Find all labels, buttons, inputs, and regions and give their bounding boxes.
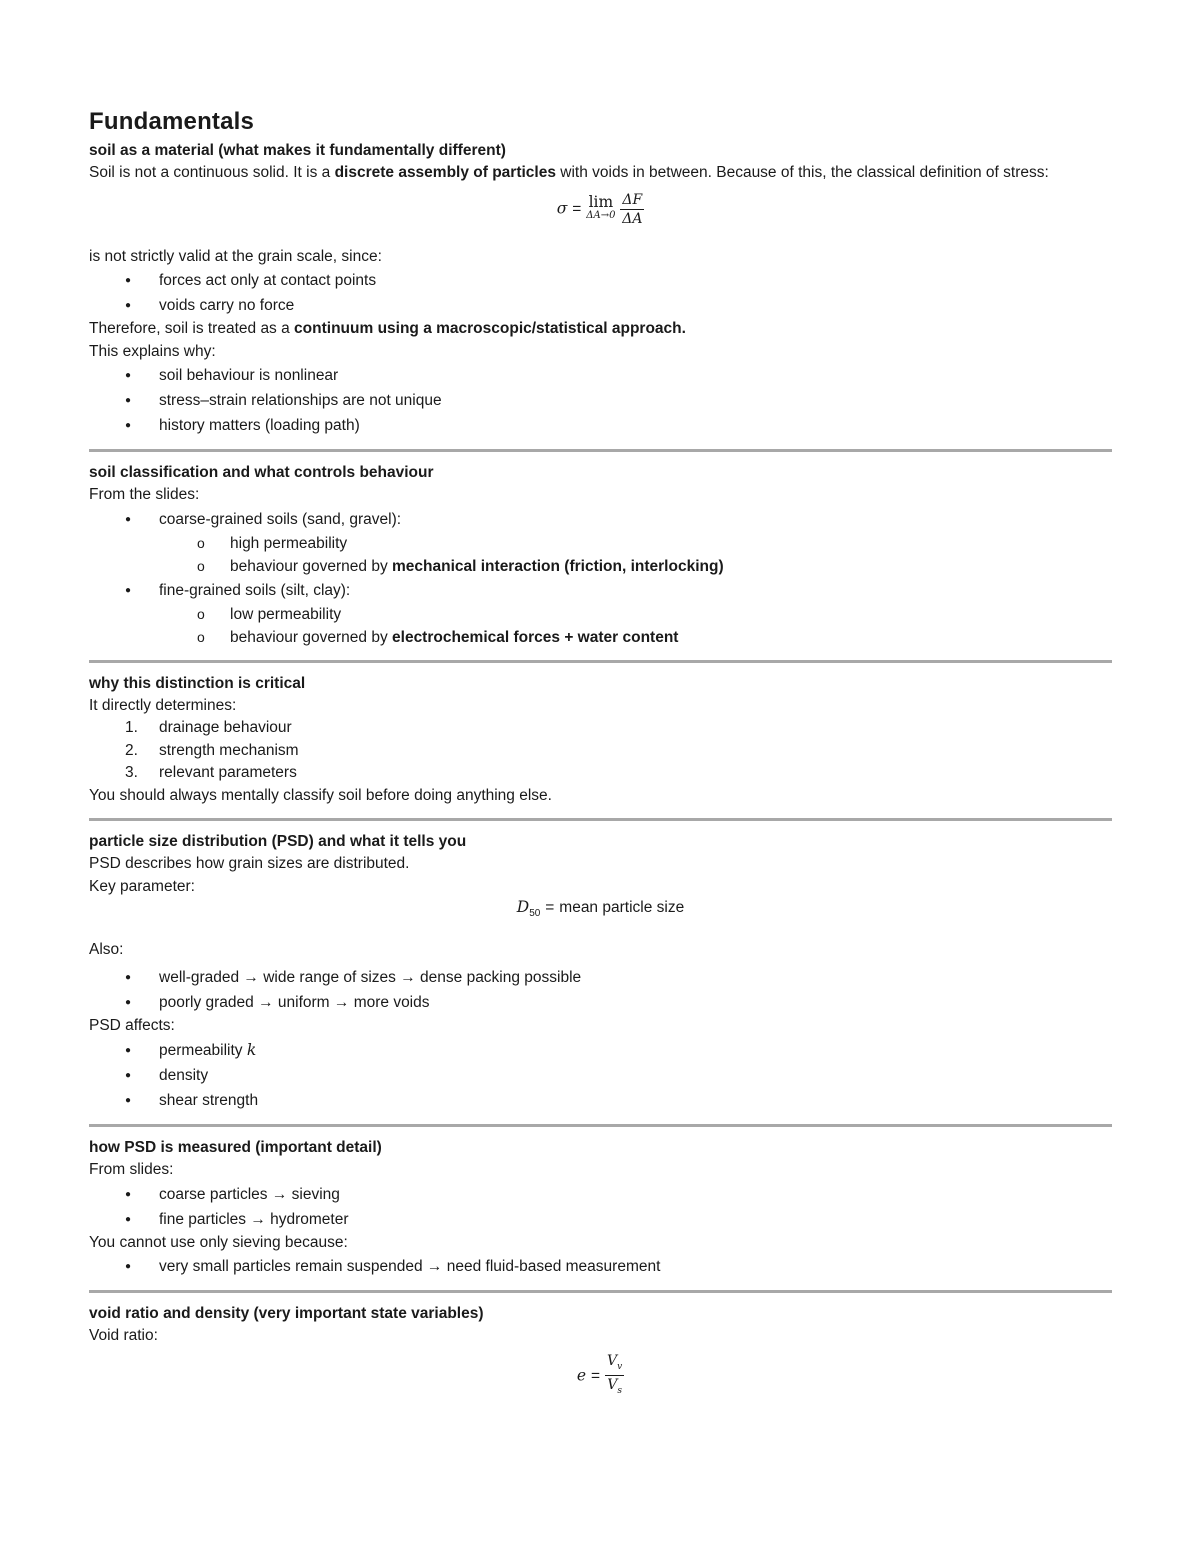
section-psd [89,831,1112,1113]
list-item: ● very small particles remain suspended → need fluid-based measurement [89,1254,1112,1279]
section-divider [89,660,1112,663]
paragraph: It directly determines: [89,696,237,714]
sub-list-item: o behaviour governed by electrochemical forces + water content [89,626,1112,649]
section-heading: how PSD is measured (important detail) [89,1139,382,1157]
section-heading: soil as a material (what makes it fundamentally different) [89,142,506,159]
section-void-ratio [89,1303,1112,1400]
section-heading: particle size distribution (PSD) and what it tells you [89,833,467,850]
list-item: ● voids carry no force [89,293,1112,318]
paragraph: You should always mentally classify soil before doing anything else. [89,786,552,804]
fraction: $\frac{V_v}{V_s}$ [606,1352,623,1397]
list-item: 2. strength mechanism [125,741,299,759]
section-distinction-critical [89,673,1112,808]
list-item: 1. drainage behaviour [125,719,292,736]
paragraph: Void ratio: [89,1327,158,1345]
paragraph: Soil is not a continuous solid. It is a discrete assembly of particles with voids in between. Because of this, the classical definition of stress: [89,164,1049,181]
section-divider [89,1290,1112,1293]
list-item: ● fine particles → hydrometer [89,1207,1112,1232]
list-item: ● shear strength [89,1088,1112,1113]
paragraph: You cannot use only sieving because: [89,1233,348,1251]
bullet-list [89,1182,1112,1232]
section-psd-measurement [89,1137,1112,1279]
bullet-list [89,1038,1112,1113]
stress-equation: σ = lim ΔA→0 $\frac{\Delta F}{\Delta A}$ [556,191,643,227]
list-item: ● coarse particles → sieving [89,1182,1112,1207]
paragraph: PSD describes how grain sizes are distributed. [89,855,410,872]
paragraph: This explains why: [89,342,216,360]
section-heading: why this distinction is critical [89,674,306,692]
fraction: $\frac{\Delta F}{\Delta A}$ [622,191,643,227]
d50-equation: $D_{50}$ = mean particle size [516,898,685,920]
list-item: ● history matters (loading path) [89,413,1112,438]
document-page [89,108,1112,1400]
list-item: ● forces act only at contact points [89,268,1112,293]
section-divider [89,818,1112,821]
paragraph: Also: [89,941,124,959]
paragraph: PSD affects: [89,1016,175,1034]
paragraph: is not strictly valid at the grain scale, since: [89,247,382,265]
section-heading: void ratio and density (very important state variables) [89,1305,484,1323]
section-soil-as-material [89,140,1112,438]
list-item: ● permeability k [89,1038,1112,1063]
numbered-list [89,717,1112,785]
sub-list-item: o high permeability [89,532,1112,555]
bullet-list [89,268,1112,318]
page-title: Fundamentals [89,108,255,135]
sub-bullet-list [89,603,1112,649]
paragraph: Therefore, soil is treated as a continuum using a macroscopic/statistical approach. [89,320,686,337]
section-divider [89,1124,1112,1127]
list-item: ● soil behaviour is nonlinear [89,363,1112,388]
paragraph: From the slides: [89,486,200,503]
paragraph: From slides: [89,1161,174,1179]
sub-list-item: o low permeability [89,603,1112,626]
limit-operator: lim ΔA→0 [586,193,616,221]
bullet-list [89,578,1112,603]
list-item: ● coarse-grained soils (sand, gravel): [89,507,1112,532]
sub-list-item: o behaviour governed by mechanical interaction (friction, interlocking) [89,555,1112,578]
list-item: ● fine-grained soils (silt, clay): [89,578,1112,603]
list-item: ● stress–strain relationships are not unique [89,388,1112,413]
list-item: ● well-graded → wide range of sizes → dense packing possible [89,965,1112,990]
void-ratio-equation: e = $\frac{V_v}{V_s}$ [89,1352,1112,1401]
sub-bullet-list [89,532,1112,578]
list-item: ● poorly graded → uniform → more voids [89,990,1112,1015]
list-item: 3. relevant parameters [125,764,297,781]
bullet-list [89,965,1112,1015]
section-heading: soil classification and what controls behaviour [89,464,434,481]
bullet-list [89,507,1112,532]
list-item: ● density [89,1063,1112,1088]
section-divider [89,449,1112,452]
paragraph: Key parameter: [89,877,195,895]
bullet-list [89,363,1112,438]
bullet-list [89,1254,1112,1279]
section-soil-classification [89,462,1112,649]
